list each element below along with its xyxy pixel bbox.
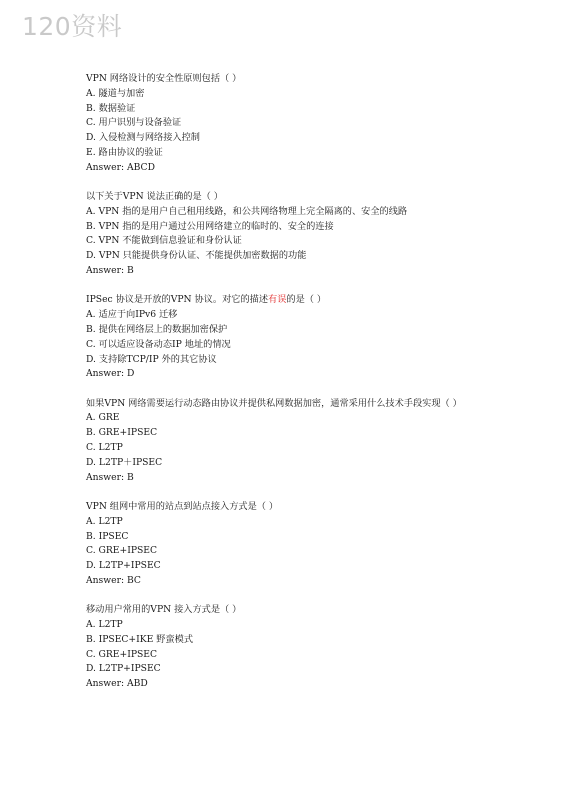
option-b: B. IPSEC+IKE 野蛮模式 xyxy=(86,633,194,645)
option-d: D. L2TP+IPSEC xyxy=(86,663,161,675)
option-c: C. GRE+IPSEC xyxy=(86,545,158,557)
option-a: A. VPN 指的是用户自己租用线路，和公共网络物理上完全隔离的、安全的线路 xyxy=(86,205,408,217)
option-c: C. VPN 不能做到信息验证和身份认证 xyxy=(86,235,242,247)
option-d: D. 支持除TCP/IP 外的其它协议 xyxy=(86,353,217,365)
option-c: C. 可以适应设备动态IP 地址的情况 xyxy=(86,338,231,350)
question-1 xyxy=(86,72,506,176)
answer: Answer: BC xyxy=(86,574,141,586)
question-4 xyxy=(86,397,506,486)
question-2 xyxy=(86,190,506,279)
document-body xyxy=(86,72,506,706)
option-a: A. GRE xyxy=(86,412,120,424)
option-b: B. 提供在网络层上的数据加密保护 xyxy=(86,323,228,335)
question-stem: VPN 网络设计的安全性原则包括（ ） xyxy=(86,73,242,84)
question-stem: 移动用户常用的VPN 接入方式是（ ） xyxy=(86,604,242,616)
option-c: C. L2TP xyxy=(86,442,123,454)
question-stem: 如果VPN 网络需要运行动态路由协议并提供私网数据加密，通常采用什么技术手段实现（ ） xyxy=(86,397,462,409)
question-6 xyxy=(86,603,506,692)
option-a: A. L2TP xyxy=(86,619,123,630)
answer: Answer: ABD xyxy=(86,678,148,690)
answer: Answer: D xyxy=(86,368,135,380)
option-a: A. 隧道与加密 xyxy=(86,87,145,99)
option-d: D. 入侵检测与网络接入控制 xyxy=(86,132,200,144)
option-e: E. 路由协议的验证 xyxy=(86,146,163,158)
answer: Answer: B xyxy=(86,265,134,277)
watermark-logo: 120资料 xyxy=(22,12,123,41)
question-stem: VPN 组网中常用的站点到站点接入方式是（ ） xyxy=(86,500,279,512)
question-stem: 以下关于VPN 说法正确的是（ ） xyxy=(86,191,223,203)
option-a: A. 适应于向IPv6 迁移 xyxy=(86,309,178,321)
question-5 xyxy=(86,500,506,589)
option-c: C. 用户识别与设备验证 xyxy=(86,117,182,129)
stem-highlight: 有误 xyxy=(268,294,287,306)
option-b: B. IPSEC xyxy=(86,530,129,542)
option-b: B. GRE+IPSEC xyxy=(86,427,158,439)
answer: Answer: B xyxy=(86,471,134,483)
stem-text: IPSec 协议是开放的VPN 协议。对它的描述 xyxy=(86,294,269,306)
question-3 xyxy=(86,293,506,382)
stem-text-end: 的是（ ） xyxy=(286,294,327,306)
option-d: D. L2TP＋IPSEC xyxy=(86,456,163,468)
option-b: B. 数据验证 xyxy=(86,102,136,114)
option-c: C. GRE+IPSEC xyxy=(86,648,158,660)
option-d: D. L2TP+IPSEC xyxy=(86,560,161,572)
option-a: A. L2TP xyxy=(86,515,123,527)
option-d: D. VPN 只能提供身份认证、不能提供加密数据的功能 xyxy=(86,250,307,262)
question-stem xyxy=(86,293,506,308)
answer: Answer: ABCD xyxy=(86,161,155,173)
option-b: B. VPN 指的是用户通过公用网络建立的临时的、安全的连接 xyxy=(86,220,334,232)
